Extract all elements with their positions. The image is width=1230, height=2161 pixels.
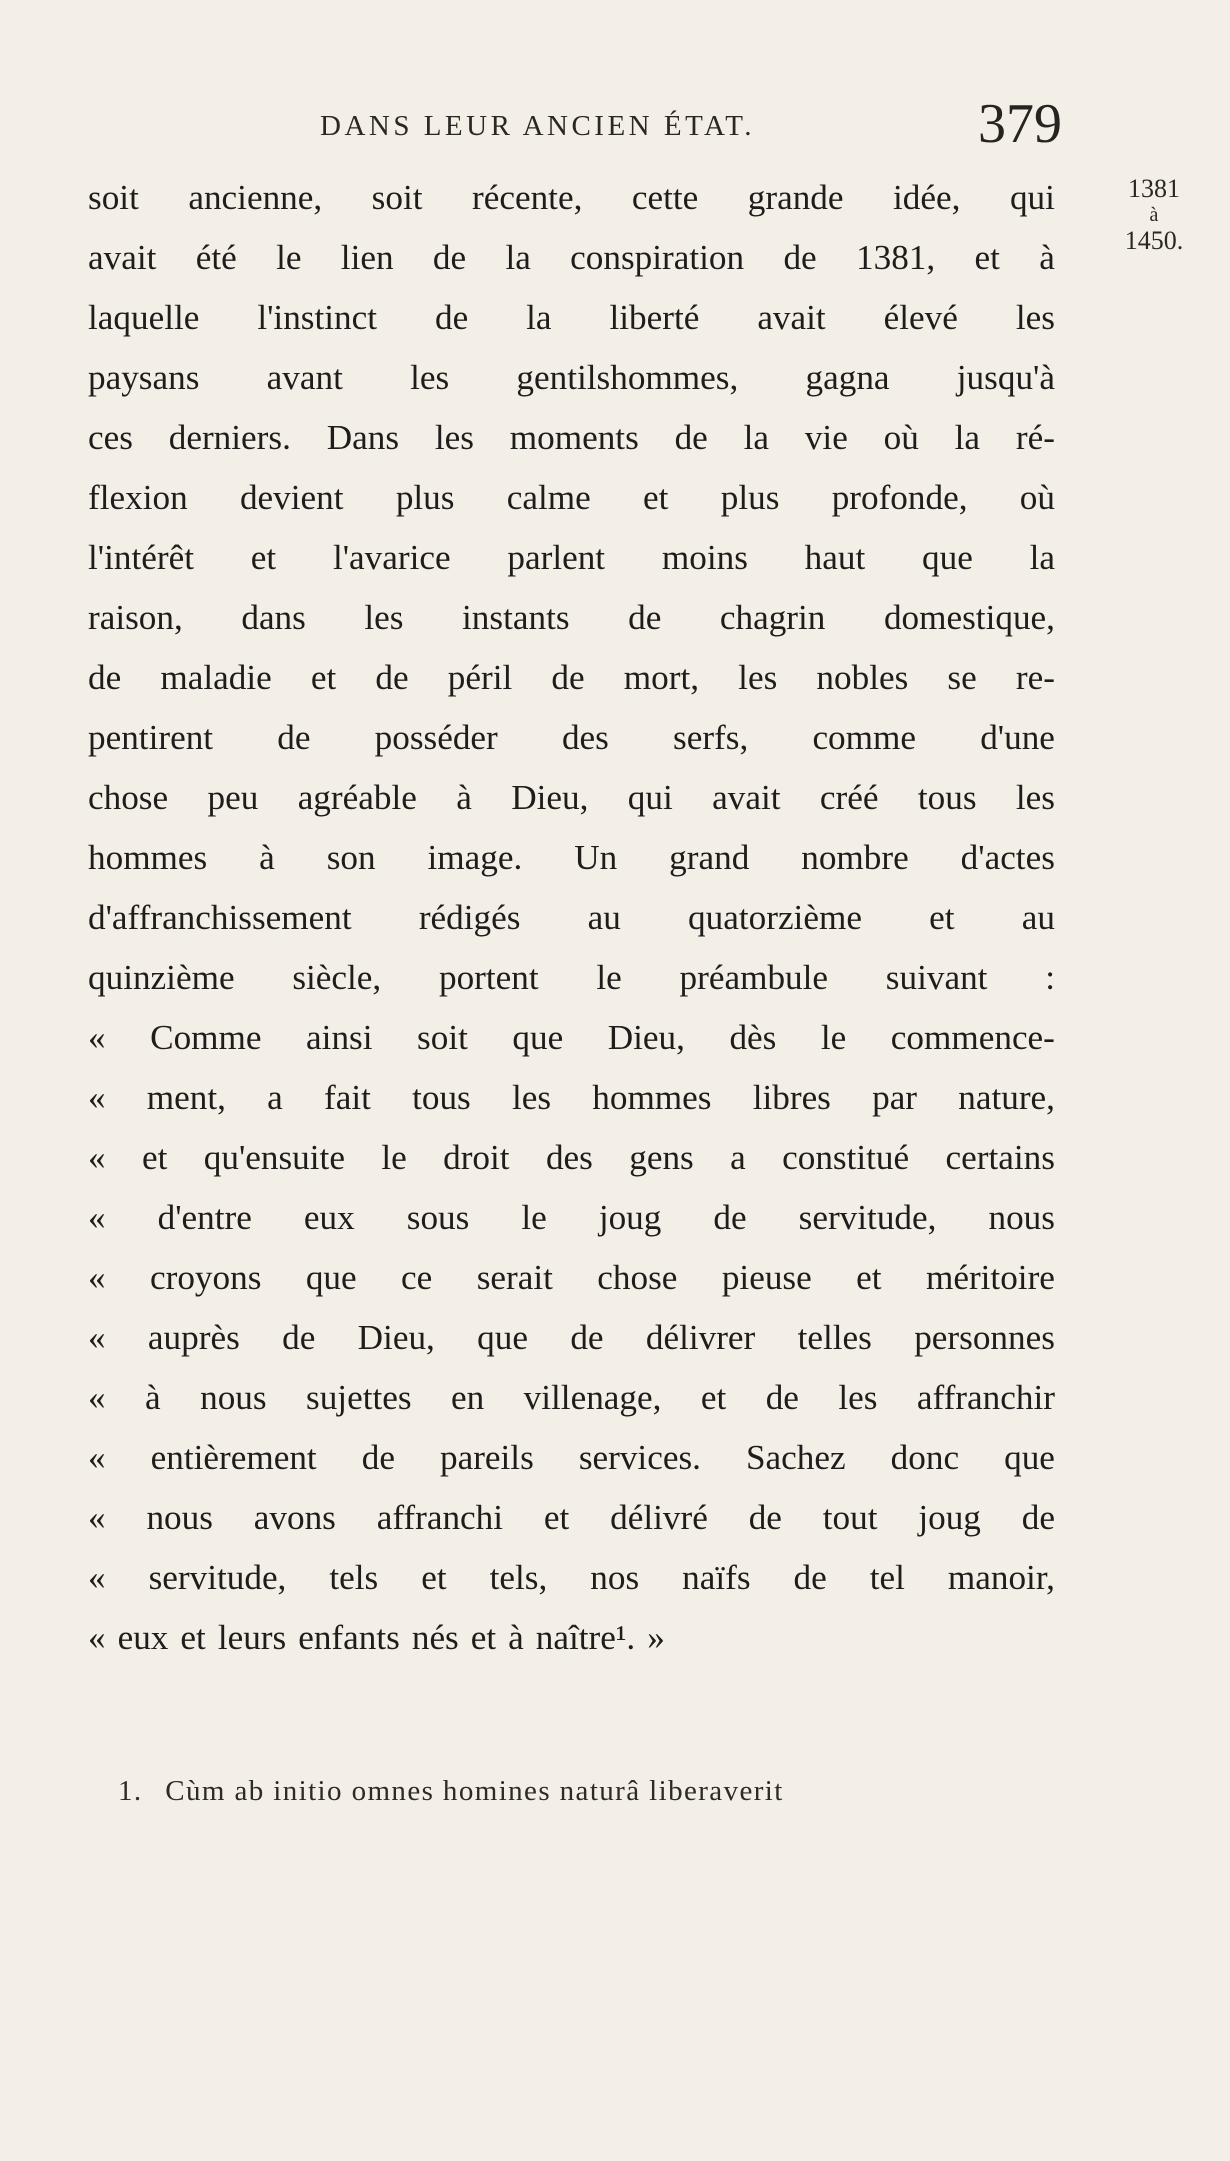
word: l'avarice	[332, 538, 451, 577]
word: idée,	[893, 178, 961, 217]
word: les	[511, 1078, 552, 1117]
word: les	[838, 1378, 878, 1417]
word: domestique,	[883, 598, 1055, 637]
page-number: 379	[978, 93, 1062, 155]
word: de	[628, 598, 662, 637]
running-title: DANS LEUR ANCIEN ÉTAT.	[320, 110, 756, 142]
word: ces	[88, 418, 133, 457]
word: la	[743, 418, 770, 457]
word: été	[195, 238, 237, 277]
word: qu'ensuite	[203, 1138, 345, 1177]
word: laquelle	[88, 298, 200, 337]
margin-date-from: 1381	[1128, 174, 1180, 203]
word: et	[856, 1258, 882, 1297]
word: Dieu,	[607, 1018, 685, 1057]
word: enfants	[298, 1618, 400, 1657]
text-line	[88, 948, 1055, 1008]
word: services.	[578, 1438, 701, 1477]
word: plus	[720, 478, 780, 517]
word: affranchir	[916, 1378, 1055, 1417]
word: eux	[117, 1618, 169, 1657]
word: ré-	[1015, 418, 1055, 457]
word: des	[561, 718, 609, 757]
text-line	[88, 1368, 1055, 1428]
word: a	[730, 1138, 746, 1177]
word: et	[643, 478, 669, 517]
word: pentirent	[88, 718, 214, 757]
word: de	[282, 1318, 316, 1357]
body-text	[88, 168, 1055, 1668]
word: instants	[462, 598, 570, 637]
word: plus	[395, 478, 455, 517]
word: jusqu'à	[956, 358, 1055, 397]
word: le	[381, 1138, 407, 1177]
word: cette	[631, 178, 699, 217]
word: le	[276, 238, 302, 277]
word: préambule	[679, 958, 829, 997]
word: «	[88, 1558, 106, 1597]
word: image.	[427, 838, 523, 877]
text-line	[88, 468, 1055, 528]
word: à	[145, 1378, 161, 1417]
word: nous	[146, 1498, 213, 1537]
word: les	[1015, 778, 1055, 817]
word: délivré	[610, 1498, 708, 1537]
word: à	[1039, 238, 1055, 277]
text-line	[88, 708, 1055, 768]
word: de	[434, 298, 469, 337]
word: ainsi	[306, 1018, 373, 1057]
word: et	[141, 1138, 168, 1177]
word: re-	[1015, 658, 1055, 697]
word: portent	[438, 958, 539, 997]
word: de	[793, 1558, 827, 1597]
word: Dans	[326, 418, 400, 457]
word: nobles	[816, 658, 909, 697]
word: quinzième	[88, 958, 235, 997]
word: naître¹.	[535, 1618, 636, 1657]
word: servitude,	[148, 1558, 287, 1597]
word: le	[820, 1018, 847, 1057]
word: «	[88, 1318, 106, 1357]
word: que	[477, 1318, 528, 1357]
word: l'intérêt	[88, 538, 194, 577]
word: la	[526, 298, 552, 337]
word: tels,	[489, 1558, 548, 1597]
word: la	[505, 238, 531, 277]
text-line	[88, 408, 1055, 468]
word: certains	[945, 1138, 1055, 1177]
word: droit	[443, 1138, 510, 1177]
word: et	[310, 658, 337, 697]
word: de	[713, 1198, 747, 1237]
word: avant	[266, 358, 343, 397]
word: dans	[241, 598, 306, 637]
word: «	[88, 1498, 106, 1537]
word: hommes	[88, 838, 208, 877]
word: au	[587, 898, 621, 937]
word: ce	[401, 1258, 433, 1297]
word: nous	[200, 1378, 267, 1417]
word: «	[88, 1018, 106, 1057]
word: les	[410, 358, 450, 397]
word: et	[974, 238, 1000, 277]
word: a	[267, 1078, 283, 1117]
word: leurs	[217, 1618, 287, 1657]
word: et	[929, 898, 955, 937]
word: villenage,	[523, 1378, 662, 1417]
word: rédigés	[418, 898, 521, 937]
word: maladie	[160, 658, 272, 697]
text-line	[88, 1428, 1055, 1488]
word: sujettes	[306, 1378, 412, 1417]
word: les	[364, 598, 404, 637]
word: grand	[669, 838, 750, 877]
text-line	[88, 1608, 1055, 1668]
word: et	[470, 1618, 497, 1657]
word: :	[1045, 958, 1055, 997]
word: haut	[804, 538, 866, 577]
word: «	[88, 1378, 106, 1417]
text-line	[88, 348, 1055, 408]
text-line	[88, 1548, 1055, 1608]
text-line	[88, 1488, 1055, 1548]
word: posséder	[374, 718, 498, 757]
word: chose	[88, 778, 169, 817]
margin-date-separator: à	[1149, 204, 1159, 226]
word: élevé	[883, 298, 958, 337]
word: «	[88, 1618, 106, 1657]
word: de	[375, 658, 409, 697]
word: de	[783, 238, 817, 277]
word: vie	[804, 418, 848, 457]
text-line	[88, 168, 1055, 228]
text-line	[88, 228, 1055, 288]
word: au	[1021, 898, 1055, 937]
word: de	[88, 658, 122, 697]
word: créé	[819, 778, 879, 817]
text-line	[88, 1068, 1055, 1128]
word: «	[88, 1438, 106, 1477]
word: de	[551, 658, 585, 697]
word: quatorzième	[688, 898, 862, 937]
word: flexion	[88, 478, 188, 517]
word: délivrer	[645, 1318, 756, 1357]
word: le	[521, 1198, 547, 1237]
word: commence-	[890, 1018, 1055, 1057]
word: manoir,	[947, 1558, 1055, 1597]
word: son	[326, 838, 376, 877]
word: siècle,	[292, 958, 382, 997]
word: par	[872, 1078, 918, 1117]
word: gagna	[805, 358, 890, 397]
word: tout	[822, 1498, 878, 1537]
word: les	[434, 418, 474, 457]
margin-date-to: 1450.	[1124, 226, 1184, 255]
word: agréable	[297, 778, 417, 817]
word: ancienne,	[188, 178, 323, 217]
word: et	[700, 1378, 727, 1417]
word: mort,	[623, 658, 700, 697]
text-line	[88, 588, 1055, 648]
word: de	[765, 1378, 799, 1417]
word: dès	[729, 1018, 777, 1057]
word: Dieu,	[511, 778, 589, 817]
word: peu	[207, 778, 259, 817]
word: raison,	[88, 598, 183, 637]
text-line	[88, 288, 1055, 348]
footnote-mark: 1.	[118, 1775, 143, 1807]
word: méritoire	[925, 1258, 1055, 1297]
word: avait	[88, 238, 157, 277]
word: suivant	[885, 958, 988, 997]
word: de	[748, 1498, 782, 1537]
word: se	[947, 658, 977, 697]
word: serait	[476, 1258, 553, 1297]
running-head	[0, 92, 1230, 155]
text-line	[88, 768, 1055, 828]
word: nés	[411, 1618, 459, 1657]
word: Un	[574, 838, 618, 877]
word: personnes	[914, 1318, 1055, 1357]
word: moins	[661, 538, 748, 577]
word: avait	[757, 298, 826, 337]
word: serfs,	[673, 718, 749, 757]
word: moments	[509, 418, 639, 457]
word: donc	[890, 1438, 960, 1477]
word: liberté	[609, 298, 700, 337]
word: conspiration	[570, 238, 745, 277]
word: sous	[406, 1198, 470, 1237]
word: des	[545, 1138, 593, 1177]
word: pareils	[439, 1438, 534, 1477]
word: que	[1004, 1438, 1055, 1477]
word: joug	[598, 1198, 662, 1237]
text-line	[88, 1248, 1055, 1308]
word: «	[88, 1258, 106, 1297]
word: constitué	[782, 1138, 910, 1177]
word: eux	[303, 1198, 355, 1237]
word: et	[421, 1558, 447, 1597]
word: servitude,	[798, 1198, 937, 1237]
word: nombre	[801, 838, 909, 877]
word: la	[954, 418, 981, 457]
word: »	[647, 1618, 665, 1657]
word: de	[570, 1318, 604, 1357]
word: de	[432, 238, 467, 277]
word: que	[922, 538, 973, 577]
word: libres	[752, 1078, 831, 1117]
word: que	[305, 1258, 357, 1297]
footnote	[118, 1775, 1078, 1808]
word: fait	[323, 1078, 371, 1117]
word: qui	[1009, 178, 1055, 217]
word: à	[456, 778, 472, 817]
word: la	[1029, 538, 1055, 577]
text-line	[88, 1128, 1055, 1188]
word: «	[88, 1198, 106, 1237]
word: soit	[88, 178, 139, 217]
word: avait	[712, 778, 781, 817]
text-line	[88, 888, 1055, 948]
word: soit	[417, 1018, 468, 1057]
word: où	[1019, 478, 1055, 517]
word: naïfs	[682, 1558, 751, 1597]
word: que	[512, 1018, 564, 1057]
word: nature,	[958, 1078, 1055, 1117]
word: et	[180, 1618, 206, 1657]
text-line	[88, 828, 1055, 888]
word: où	[883, 418, 919, 457]
word: gentilshommes,	[516, 358, 739, 397]
word: Sachez	[745, 1438, 846, 1477]
footnote-text: Cùm ab initio omnes homines naturâ liberaverit	[165, 1775, 784, 1807]
word: gens	[629, 1138, 694, 1177]
word: en	[451, 1378, 485, 1417]
word: tels	[329, 1558, 379, 1597]
word: nos	[590, 1558, 640, 1597]
word: devient	[239, 478, 344, 517]
word: de	[674, 418, 708, 457]
word: avons	[253, 1498, 336, 1537]
word: les	[1015, 298, 1055, 337]
word: chose	[597, 1258, 678, 1297]
word: lien	[340, 238, 394, 277]
word: et	[543, 1498, 570, 1537]
word: profonde,	[831, 478, 968, 517]
word: tous	[412, 1078, 471, 1117]
word: affranchi	[376, 1498, 504, 1537]
word: de	[277, 718, 311, 757]
word: tous	[917, 778, 977, 817]
text-line	[88, 528, 1055, 588]
word: 1381,	[856, 238, 936, 277]
word: d'entre	[157, 1198, 252, 1237]
word: comme	[812, 718, 917, 757]
word: les	[738, 658, 778, 697]
word: à	[259, 838, 275, 877]
word: de	[1021, 1498, 1055, 1537]
word: récente,	[472, 178, 583, 217]
word: péril	[447, 658, 513, 697]
word: grande	[747, 178, 844, 217]
word: chagrin	[719, 598, 826, 637]
text-line	[88, 1308, 1055, 1368]
word: Dieu,	[357, 1318, 435, 1357]
word: le	[596, 958, 622, 997]
word: paysans	[88, 358, 200, 397]
word: «	[88, 1078, 106, 1117]
word: joug	[918, 1498, 981, 1537]
word: Comme	[150, 1018, 262, 1057]
word: hommes	[592, 1078, 712, 1117]
text-line	[88, 648, 1055, 708]
word: parlent	[507, 538, 606, 577]
text-line	[88, 1188, 1055, 1248]
word: l'instinct	[257, 298, 378, 337]
text-line	[88, 1008, 1055, 1068]
margin-date-range	[1094, 172, 1214, 258]
word: pieuse	[721, 1258, 812, 1297]
word: telles	[797, 1318, 872, 1357]
word: d'affranchissement	[88, 898, 352, 937]
word: soit	[371, 178, 423, 217]
word: derniers.	[168, 418, 291, 457]
word: entièrement	[150, 1438, 317, 1477]
word: d'actes	[960, 838, 1055, 877]
word: nous	[988, 1198, 1055, 1237]
word: «	[88, 1138, 106, 1177]
word: tel	[869, 1558, 905, 1597]
word: auprès	[147, 1318, 240, 1357]
word: calme	[506, 478, 591, 517]
word: d'une	[980, 718, 1055, 757]
word: croyons	[150, 1258, 262, 1297]
word: de	[361, 1438, 395, 1477]
word: et	[250, 538, 277, 577]
word: qui	[627, 778, 673, 817]
word: à	[508, 1618, 524, 1657]
word: ment,	[146, 1078, 226, 1117]
